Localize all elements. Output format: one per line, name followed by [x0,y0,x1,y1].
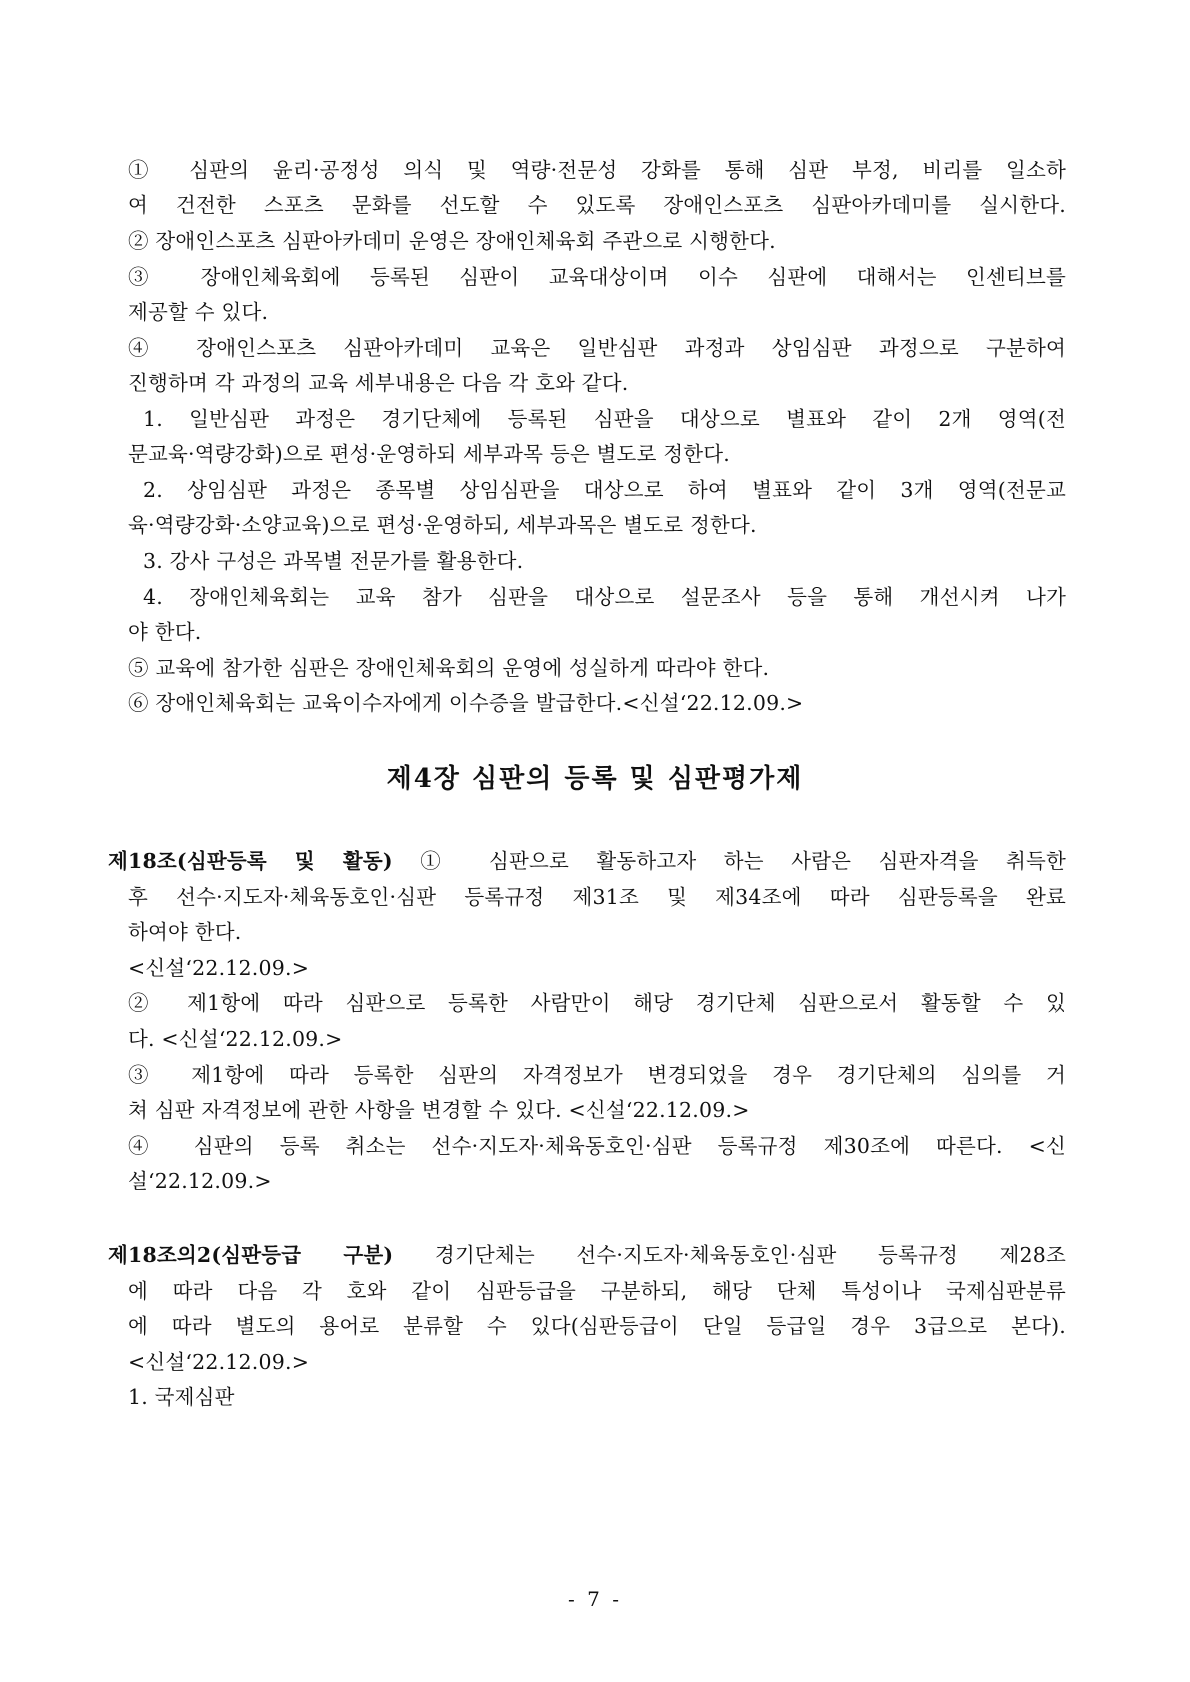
list-item-line: 문교육·역량강화)으로 편성·운영하되 세부과목 등은 별도로 정한다. [128,442,731,466]
list-item-line: 육·역량강화·소양교육)으로 편성·운영하되, 세부과목은 별도로 정한다. [128,513,757,537]
paragraph-line: <신설‘22.12.09.> [128,1350,310,1374]
paragraph-line: 에 따라 별도의 용어로 분류할 수 있다(심판등급이 단일 등급일 경우 3급으로 본다). [128,1314,1066,1338]
paragraph-line: ② 장애인스포츠 심판아카데미 운영은 장애인체육회 주관으로 시행한다. [128,229,776,253]
paragraph-line: ④ 심판의 등록 취소는 선수·지도자·체육동호인·심판 등록규정 제30조에 따른다. <신 [128,1134,1066,1158]
page-number: - 7 - [568,1587,622,1611]
list-item-line: 3. 강사 구성은 과목별 전문가를 활용한다. [143,549,524,573]
article-18-title: 제18조(심판등록 및 활동) [108,849,393,873]
paragraph-line: ③ 장애인체육회에 등록된 심판이 교육대상이며 이수 심판에 대해서는 인센티브를 [128,265,1066,289]
article-18-text: ① 심판으로 활동하고자 하는 사람은 심판자격을 취득한 [392,849,1067,873]
paragraph-line: 하여야 한다. [128,920,242,944]
paragraph-line: ⑥ 장애인체육회는 교육이수자에게 이수증을 발급한다.<신설‘22.12.09.> [128,691,804,715]
paragraph-line: ④ 장애인스포츠 심판아카데미 교육은 일반심판 과정과 상임심판 과정으로 구분하여 [128,336,1066,360]
chapter-heading: 제4장 심판의 등록 및 심판평가제 [386,764,804,794]
paragraph-line: 설‘22.12.09.> [128,1169,272,1193]
paragraph-line: ③ 제1항에 따라 등록한 심판의 자격정보가 변경되었을 경우 경기단체의 심의를 거 [128,1063,1066,1087]
list-item-line: 야 한다. [128,620,202,644]
paragraph-line: 진행하며 각 과정의 교육 세부내용은 다음 각 호와 같다. [128,371,629,395]
list-item-line: 1. 국제심판 [128,1385,235,1409]
paragraph-line: ⑤ 교육에 참가한 심판은 장애인체육회의 운영에 성실하게 따라야 한다. [128,656,770,680]
paragraph-line: 에 따라 다음 각 호와 같이 심판등급을 구분하되, 해당 단체 특성이나 국제심판분류 [128,1279,1066,1303]
article-18-first-line [108,846,1066,876]
article-18-2-text: 경기단체는 선수·지도자·체육동호인·심판 등록규정 제28조 [393,1243,1066,1267]
paragraph-line: 쳐 심판 자격정보에 관한 사항을 변경할 수 있다. <신설‘22.12.09.> [128,1098,750,1122]
article-18-2-title: 제18조의2(심판등급 구분) [108,1243,394,1267]
paragraph-line: ① 심판의 윤리·공정성 의식 및 역량·전문성 강화를 통해 심판 부정, 비리를 일소하 [128,158,1066,182]
paragraph-line: <신설‘22.12.09.> [128,956,310,980]
paragraph-line: 다. <신설‘22.12.09.> [128,1027,343,1051]
list-item-line: 1. 일반심판 과정은 경기단체에 등록된 심판을 대상으로 별표와 같이 2개 영역(전 [143,407,1066,431]
list-item-line: 4. 장애인체육회는 교육 참가 심판을 대상으로 설문조사 등을 통해 개선시켜 나가 [143,585,1066,609]
paragraph-line: 제공할 수 있다. [128,300,269,324]
paragraph-line: 후 선수·지도자·체육동호인·심판 등록규정 제31조 및 제34조에 따라 심판등록을 완료 [128,885,1066,909]
paragraph-line: ② 제1항에 따라 심판으로 등록한 사람만이 해당 경기단체 심판으로서 활동할 수 있 [128,991,1066,1015]
paragraph-line: 여 건전한 스포츠 문화를 선도할 수 있도록 장애인스포츠 심판아카데미를 실시한다. [128,193,1066,217]
list-item-line: 2. 상임심판 과정은 종목별 상임심판을 대상으로 하여 별표와 같이 3개 영역(전문교 [143,478,1066,502]
article-18-2-first-line [108,1240,1066,1270]
